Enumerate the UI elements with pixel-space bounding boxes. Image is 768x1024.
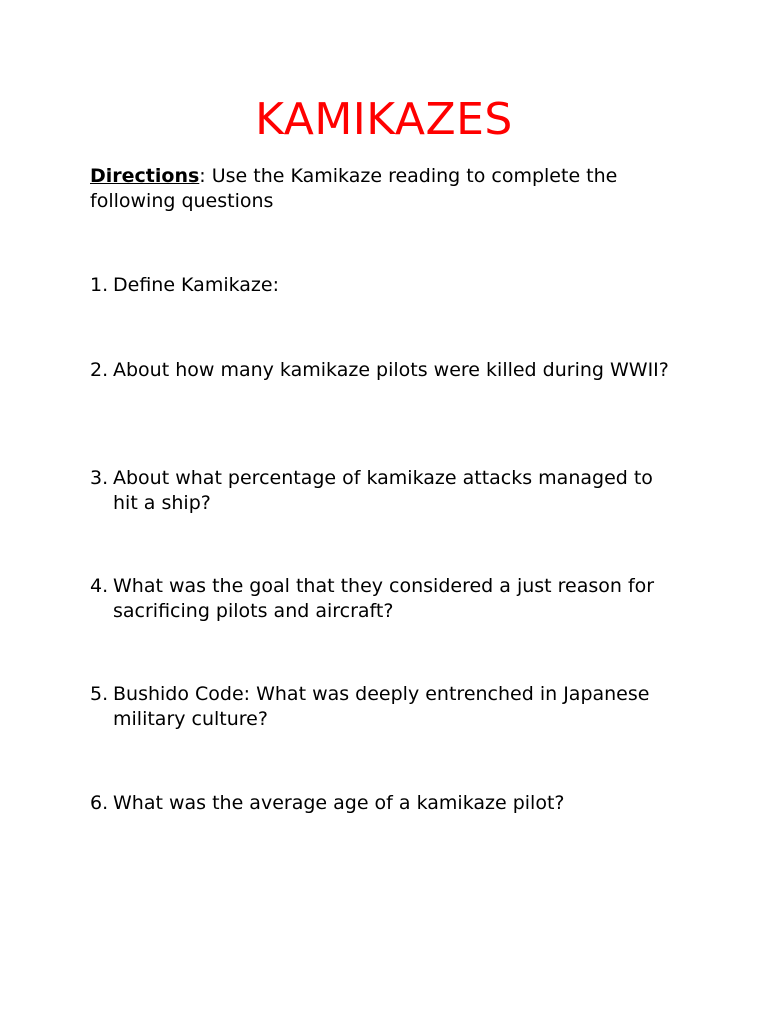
- question-text: Bushido Code: What was deeply entrenched in Japanese military culture?: [113, 683, 650, 730]
- question-number: 6.: [90, 792, 109, 814]
- page-title: KAMIKAZES: [255, 94, 513, 145]
- question-item: [90, 466, 680, 516]
- question-number: 2.: [90, 359, 109, 381]
- question-text: Define Kamikaze:: [113, 274, 279, 296]
- question-number: 3.: [90, 467, 109, 489]
- question-item: [90, 682, 680, 732]
- question-text: What was the average age of a kamikaze pilot?: [113, 792, 565, 814]
- question-item: [90, 791, 680, 816]
- directions-label: Directions: [90, 165, 200, 187]
- question-item: [90, 273, 680, 298]
- question-item: [90, 574, 680, 624]
- directions-text: : Use the Kamikaze reading to complete the following questions: [90, 165, 618, 212]
- directions-paragraph: [90, 164, 680, 214]
- question-number: 5.: [90, 683, 109, 705]
- question-item: [90, 358, 680, 383]
- question-number: 1.: [90, 274, 109, 296]
- question-number: 4.: [90, 575, 109, 597]
- question-text: What was the goal that they considered a just reason for sacrificing pilots and aircraft?: [113, 575, 655, 622]
- question-text: About how many kamikaze pilots were killed during WWII?: [113, 359, 669, 381]
- question-text: About what percentage of kamikaze attacks managed to hit a ship?: [113, 467, 653, 514]
